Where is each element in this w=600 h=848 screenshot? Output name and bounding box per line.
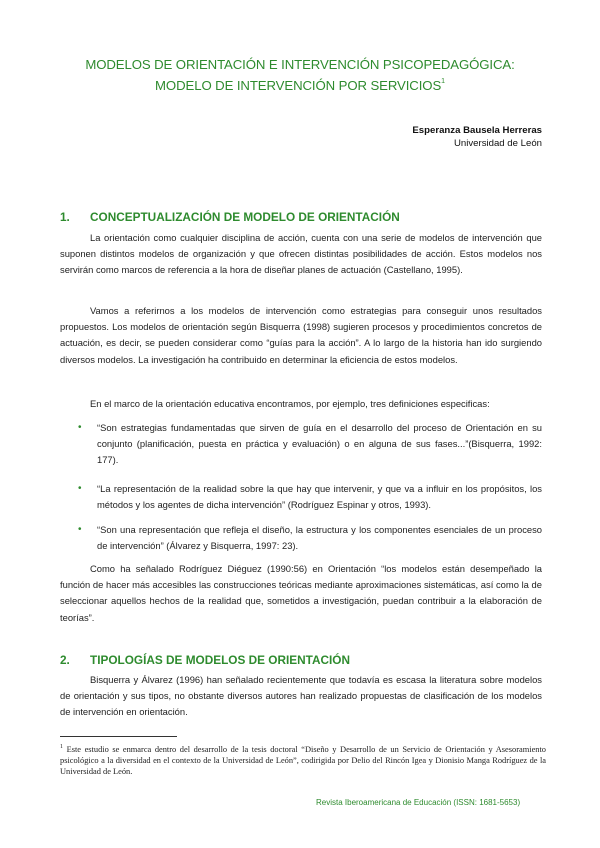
section-1-title: CONCEPTUALIZACIÓN DE MODELO DE ORIENTACIÓN [90, 210, 400, 224]
footnote-text: Este estudio se enmarca dentro del desarrollo de la tesis doctoral “Diseño y Desarrollo de un Servicio de Orientación y Asesoramiento psicológico a la diversidad en el contexto de la Universidad de León”, codirigida por Delio del Rincón Igea y Dionisio Manga Rodríguez de la Universidad de León. [60, 744, 546, 777]
footnote [60, 742, 546, 778]
footnote-marker: 1 [60, 744, 63, 750]
title-line-2-text: MODELO DE INTERVENCIÓN POR SERVICIOS [155, 78, 442, 93]
section-1-paragraph-1: La orientación como cualquier disciplina de acción, cuenta con una serie de modelos de intervención que suponen distintos modelos de organización y que ofrecen distintas posibilidades de acción. Estos modelos nos servirán como marcos de referencia a la hora de diseñar planes de actuación (Castellano, 1995). [60, 232, 542, 276]
section-2-title: TIPOLOGÍAS DE MODELOS DE ORIENTACIÓN [90, 653, 350, 667]
footnote-separator [60, 736, 177, 737]
author-block [412, 124, 542, 150]
section-2-paragraph-1: Bisquerra y Álvarez (1996) han señalado recientemente que todavía es escasa la literatura sobre modelos de orientación y sus tipos, no obstante diversos autores han realizado propuestas de clasificación de los modelos de intervención en orientación. [60, 674, 542, 718]
bullet-marker-icon: • [78, 483, 82, 494]
section-1-number: 1. [60, 210, 70, 224]
section-2-heading [60, 653, 350, 667]
section-1-heading [60, 210, 400, 224]
definition-bullet [78, 522, 542, 554]
definition-text: “La representación de la realidad sobre la que hay que intervenir, y que va a influir en los propósitos, los métodos y los agentes de dicha intervención” (Rodríguez Espinar y otros, 1993). [97, 483, 542, 511]
section-1-paragraph-2: Vamos a referirnos a los modelos de intervención como estrategias para conseguir unos resultados propuestos. Los modelos de orientación según Bisquerra (1998) sugieren procesos y procedimientos concretos de actuación, es decir, se pueden considerar como “guías para la acción”. A lo largo de la historia han ido surgiendo diversos modelos. La investigación ha contribuido en determinar la eficiencia de estos modelos. [60, 305, 542, 365]
section-1-paragraph-4: Como ha señalado Rodríguez Diéguez (1990:56) en Orientación “los modelos están desempeñado la función de hacer más accesibles las construcciones teóricas mediante aproximaciones sistemáticas, así como la de seleccionar aquellos hechos de la realidad que, sometidos a investigación, puedan contribuir a la elaboración de teorías”. [60, 563, 542, 623]
definition-bullet [78, 420, 542, 469]
author-affiliation: Universidad de León [453, 138, 542, 149]
page-title [40, 56, 560, 94]
title-line-2 [40, 73, 560, 94]
bullet-marker-icon: • [78, 422, 82, 433]
journal-footer: Revista Iberoamericana de Educación (ISSN: 1681-5653) [316, 798, 521, 807]
definition-text: “Son una representación que refleja el diseño, la estructura y los componentes esenciales de un proceso de intervención” (Álvarez y Bisquerra, 1997: 23). [97, 524, 542, 552]
section-1-paragraph-3: En el marco de la orientación educativa encontramos, por ejemplo, tres definiciones especificas: [90, 398, 490, 409]
definition-bullet [78, 481, 542, 513]
author-name: Esperanza Bausela Herreras [412, 125, 542, 136]
title-footnote-marker: 1 [441, 78, 445, 85]
title-line-1: MODELOS DE ORIENTACIÓN E INTERVENCIÓN PSICOPEDAGÓGICA: [85, 57, 515, 72]
bullet-marker-icon: • [78, 524, 82, 535]
section-2-number: 2. [60, 653, 70, 667]
definition-text: “Son estrategias fundamentadas que sirven de guía en el desarrollo del proceso de Orientación en su conjunto (planificación, puesta en práctica y evaluación) o en alguna de sus fases...”(Bisquerra, 1992: 177). [97, 422, 542, 466]
